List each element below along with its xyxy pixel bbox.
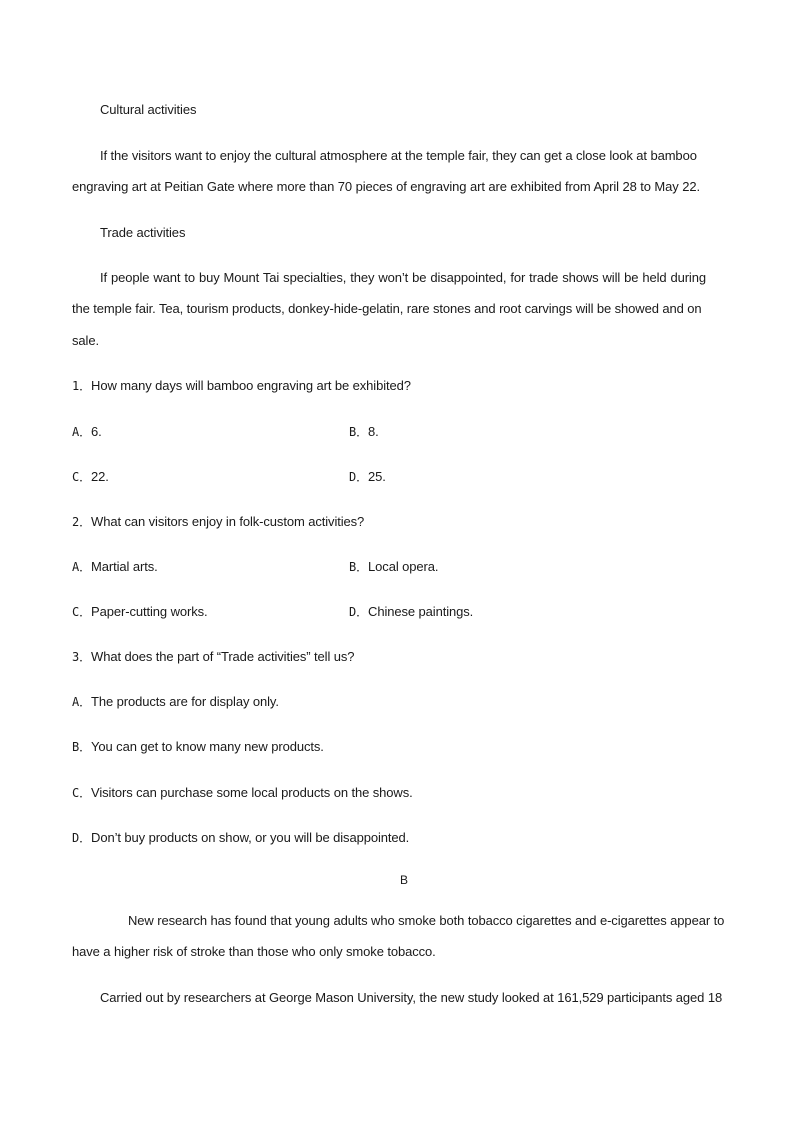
option-letter: D． [72,831,92,845]
option-letter: D． [349,470,369,484]
question-number: 2． [72,515,92,529]
option-letter: B． [72,740,92,754]
cultural-paragraph-line: engraving art at Peitian Gate where more than 70 pieces of engraving art are exhibited from April 28 to May 22. [72,179,700,194]
trade-paragraph-line: If people want to buy Mount Tai specialties, they won’t be disappointed, for trade shows will be held during [100,270,706,285]
option-3d[interactable] [72,830,409,846]
option-2c[interactable] [72,604,208,620]
option-1c[interactable] [72,469,109,485]
trade-heading: Trade activities [100,225,186,240]
option-text: Chinese paintings. [368,604,474,619]
option-text: 22. [91,469,109,484]
option-text: Paper-cutting works. [91,604,208,619]
option-text: The products are for display only. [91,694,279,709]
option-1b[interactable] [349,424,379,440]
option-3c[interactable] [72,785,413,801]
option-letter: B． [349,560,369,574]
passage-label: B [400,873,408,887]
cultural-heading: Cultural activities [100,102,197,117]
trade-paragraph-line: the temple fair. Tea, tourism products, donkey-hide-gelatin, rare stones and root carvings will be showed and on [72,301,702,316]
passage-b-line: have a higher risk of stroke than those who only smoke tobacco. [72,944,436,959]
option-letter: C． [72,605,92,619]
option-2b[interactable] [349,559,438,575]
option-text: Martial arts. [91,559,158,574]
option-letter: A． [72,425,92,439]
passage-b-line: Carried out by researchers at George Mason University, the new study looked at 161,529 participants aged 18 [100,990,723,1005]
option-text: Visitors can purchase some local products on the shows. [91,785,413,800]
option-text: 6. [91,424,102,439]
option-text: 8. [368,424,379,439]
question-text: How many days will bamboo engraving art be exhibited? [91,378,411,393]
option-text: Don’t buy products on show, or you will be disappointed. [91,830,410,845]
question-text: What does the part of “Trade activities” tell us? [91,649,355,664]
question-1 [72,378,411,394]
option-2a[interactable] [72,559,158,575]
option-text: 25. [368,469,386,484]
option-1a[interactable] [72,424,102,440]
option-1d[interactable] [349,469,386,485]
option-letter: D． [349,605,369,619]
option-3a[interactable] [72,694,279,710]
question-number: 3． [72,650,92,664]
option-2d[interactable] [349,604,473,620]
option-letter: A． [72,560,92,574]
option-letter: B． [349,425,369,439]
cultural-paragraph-line: If the visitors want to enjoy the cultural atmosphere at the temple fair, they can get a close look at bamboo [100,148,697,163]
trade-paragraph-line: sale. [72,333,99,348]
question-number: 1． [72,379,92,393]
question-2 [72,514,364,530]
option-text: You can get to know many new products. [91,739,324,754]
option-letter: A． [72,695,92,709]
option-letter: C． [72,470,92,484]
option-3b[interactable] [72,739,324,755]
passage-b-line: New research has found that young adults who smoke both tobacco cigarettes and e-cigarettes appear to [128,913,725,928]
option-letter: C． [72,786,92,800]
question-text: What can visitors enjoy in folk-custom activities? [91,514,365,529]
option-text: Local opera. [368,559,439,574]
question-3 [72,649,354,665]
